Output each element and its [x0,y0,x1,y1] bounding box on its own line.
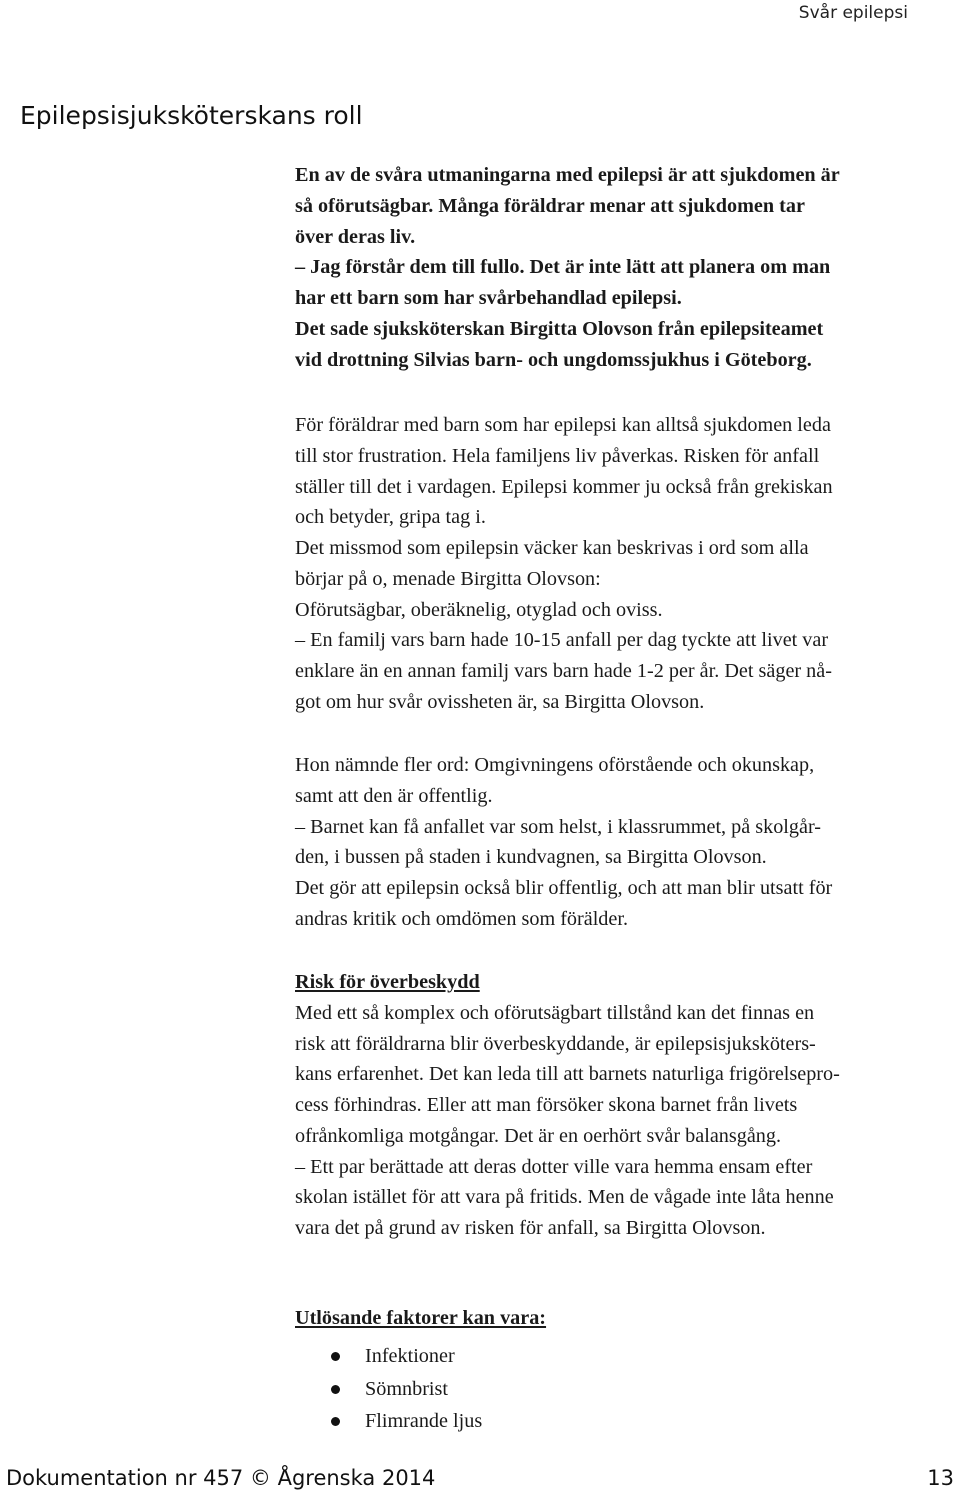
list-item-label: Infektioner [365,1345,455,1367]
intro-line: – Jag förstår dem till fullo. Det är inte lätt att planera om man [295,256,831,279]
body-line: Med ett så komplex och oförutsägbart tillstånd kan det finnas en [295,1001,815,1024]
intro-line: Det sade sjuksköterskan Birgitta Olovson från epilepsiteamet [295,317,824,340]
section-title: Epilepsisjuksköterskans roll [20,101,363,130]
bullet-icon [331,1417,340,1426]
list-item-label: Sömnbrist [365,1377,449,1400]
body-line: den, i bussen på staden i kundvagnen, sa Birgitta Olovson. [295,846,767,869]
body-line: och betyder, gripa tag i. [295,506,486,529]
intro-line: så oförutsägbar. Många föräldrar menar att sjukdomen tar [295,194,805,217]
body-line: För föräldrar med barn som har epilepsi kan alltså sjukdomen leda [295,414,831,436]
body-paragraph-2 [295,750,935,935]
running-header: Svår epilepsi [798,3,908,23]
body-line: Det gör att epilepsin också blir offentlig, och att man blir utsatt för [295,877,833,899]
bullet-icon [331,1385,340,1394]
list-item-label: Flimrande ljus [365,1410,483,1432]
list-item [295,1405,482,1438]
body-line: got om hur svår ovissheten är, sa Birgitta Olovson. [295,690,705,713]
intro-line: vid drottning Silvias barn- och ungdomssjukhus i Göteborg. [295,348,812,371]
body-line: risk att föräldrarna blir överbeskyddande, är epilepsisjuksköters- [295,1032,816,1055]
body-line: – En familj vars barn hade 10-15 anfall per dag tyckte att livet var [295,629,829,652]
body-line: samt att den är offentlig. [295,784,493,807]
body-line: till stor frustration. Hela familjens liv påverkas. Risken för anfall [295,444,820,467]
body-line: kans erfarenhet. Det kan leda till att barnets naturliga frigörelsepro- [295,1063,840,1086]
body-line: enklare än en annan familj vars barn hade 1-2 per år. Det säger nå- [295,660,832,682]
list-item [295,1373,482,1406]
intro-line: En av de svåra utmaningarna med epilepsi är att sjukdomen är [295,164,840,186]
body-line: Det missmod som epilepsin väcker kan beskrivas i ord som alla [295,537,809,559]
intro-paragraph [295,160,935,375]
body-line: vara det på grund av risken för anfall, sa Birgitta Olovson. [295,1217,766,1239]
body-line: Hon nämnde fler ord: Omgivningens oförstående och okunskap, [295,754,815,776]
body-paragraph-1 [295,410,935,718]
body-line: – Barnet kan få anfallet var som helst, i klassrummet, på skolgår- [295,815,821,838]
body-line: Oförutsägbar, oberäknelig, otyglad och oviss. [295,598,663,621]
body-line: ställer till det i vardagen. Epilepsi kommer ju också från grekiskan [295,475,833,498]
body-line: cess förhindras. Eller att man försöker skona barnet från livets [295,1094,798,1116]
risk-heading: Risk för överbeskydd [295,971,480,993]
bullet-icon [331,1352,340,1361]
footer-credit: Dokumentation nr 457 © Ågrenska 2014 [6,1466,436,1490]
body-line: ofrånkomliga motgångar. Det är en oerhört svår balansgång. [295,1124,782,1147]
factors-heading: Utlösande faktorer kan vara: [295,1307,547,1329]
intro-line: över deras liv. [295,225,416,248]
body-line: andras kritik och omdömen som förälder. [295,907,629,930]
intro-line: har ett barn som har svårbehandlad epilepsi. [295,287,682,309]
body-line: börjar på o, menade Birgitta Olovson: [295,567,601,590]
list-item [295,1340,482,1373]
factors-list [295,1340,482,1438]
risk-section [295,967,935,1244]
body-line: – Ett par berättade att deras dotter ville vara hemma ensam efter [295,1155,813,1178]
body-line: skolan istället för att vara på fritids. Men de vågade inte låta henne [295,1186,834,1209]
page-number: 13 [927,1466,954,1490]
